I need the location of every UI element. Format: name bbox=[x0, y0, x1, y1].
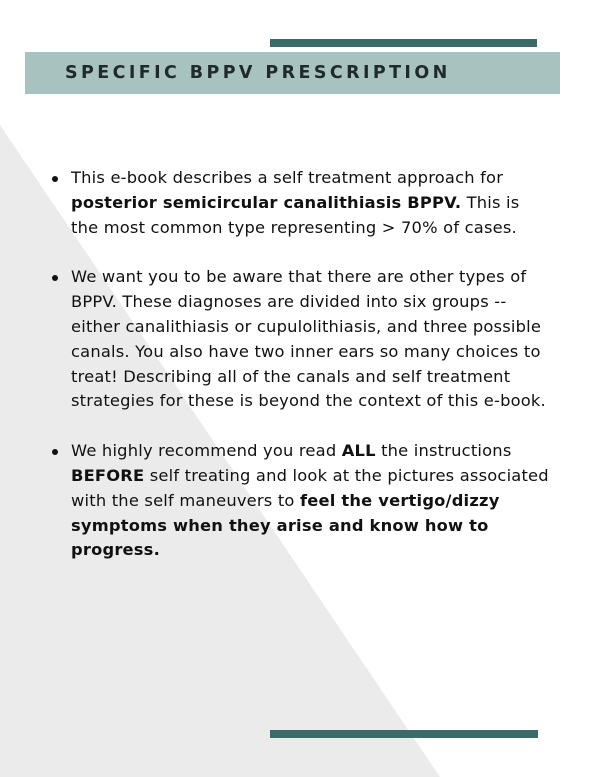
title-banner bbox=[25, 52, 560, 94]
bullet-item: We highly recommend you read ALL the instructions BEFORE self treating and look at the pictures associated with the self maneuvers to feel the vertigo/dizzy symptoms when they arise and know how to progress. bbox=[71, 439, 551, 563]
bullet-item: We want you to be aware that there are other types of BPPV. These diagnoses are divided into six groups -- either canalithiasis or cupulolithiasis, and three possible canals. You also have two inner ears so many choices to treat! Describing all of the canals and self treatment strategies for these is beyond the context of this e-book. bbox=[71, 265, 551, 414]
page-title: SPECIFIC BPPV PRESCRIPTION bbox=[65, 63, 451, 83]
bullet-dot bbox=[52, 176, 58, 182]
bottom-accent-bar bbox=[270, 730, 538, 738]
bullet-list bbox=[71, 166, 551, 588]
top-accent-bar bbox=[270, 39, 537, 47]
bullet-item: This e-book describes a self treatment approach for posterior semicircular canalithiasis BPPV. This is the most common type representing > 70% of cases. bbox=[71, 166, 551, 240]
